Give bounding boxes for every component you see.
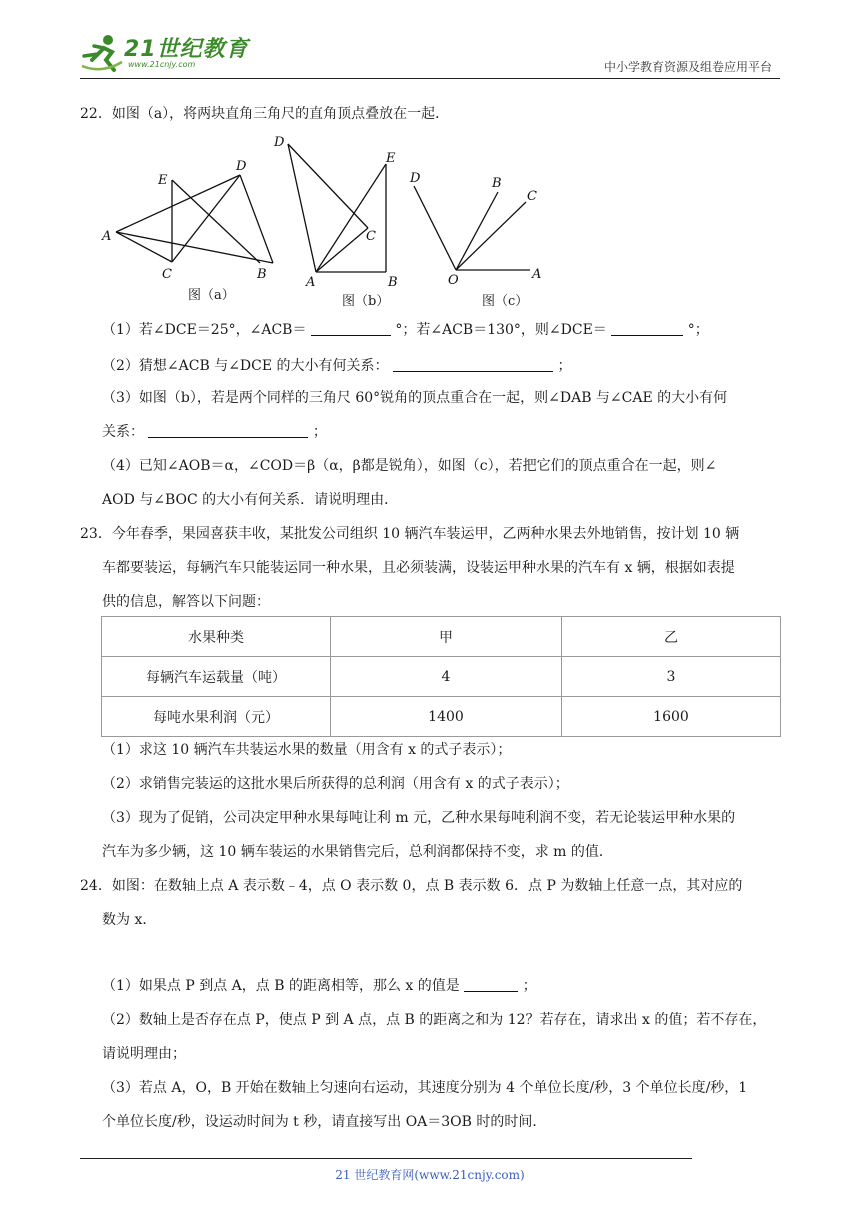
q23-part1: （1）求这 10 辆汽车共装运水果的数量（用含有 x 的式子表示）；	[102, 742, 512, 758]
q24-part1: （1）如果点 P 到点 A，点 B 的距离相等，那么 x 的值是 ；	[102, 978, 537, 994]
q24-part2-line2: 请说明理由；	[102, 1046, 186, 1062]
fig-c-label: A	[532, 267, 542, 282]
fig-c-ray-OC	[456, 202, 526, 270]
fig-b-line-AE	[316, 164, 386, 272]
q24-part2-line1: （2）数轴上是否存在点 P，使点 P 到 A 点，点 B 的距离之和为 12？若存在，请求出 x 的值；若不存在，	[102, 1012, 767, 1028]
table-row	[102, 657, 781, 697]
table-header-cell: 乙	[562, 617, 781, 657]
q24-part3-line1: （3）若点 A，O，B 开始在数轴上匀速向右运动，其速度分别为 4 个单位长度/秒，3 个单位长度/秒，1	[102, 1080, 748, 1096]
table-row	[102, 697, 781, 737]
q23-line3: 供的信息，解答以下问题：	[102, 594, 270, 610]
fig-b-line-DC	[288, 144, 368, 228]
table-header-cell: 甲	[331, 617, 562, 657]
fig-a-line-CD	[172, 175, 240, 262]
answer-blank[interactable]	[311, 321, 391, 336]
q23-part2: （2）求销售完装运的这批水果后所获得的总利润（用含有 x 的式子表示）；	[102, 776, 569, 792]
q22-part3-line2: 关系： ；	[102, 424, 327, 440]
q24-part3-line2: 个单位长度/秒，设运动时间为 t 秒，请直接写出 OA＝3OB 时的时间．	[102, 1114, 547, 1130]
fig-a-line-AB	[116, 232, 273, 263]
table-cell: 1600	[562, 697, 781, 737]
fig-a-line-AD	[116, 175, 240, 232]
table-cell: 每吨水果利润（元）	[102, 697, 331, 737]
answer-blank[interactable]	[464, 977, 518, 992]
fig-a-label: B	[257, 267, 267, 282]
footer-text[interactable]: 21 世纪教育网(www.21cnjy.com)	[335, 1168, 525, 1182]
q23-line2: 车都要装运，每辆汽车只能装运同一种水果，且必须装满，设装运甲种水果的汽车有 x 辆，根据如表提	[102, 560, 735, 576]
answer-blank[interactable]	[393, 357, 553, 372]
q24-line2: 数为 x．	[102, 912, 157, 928]
fig-a-caption: 图（a）	[188, 288, 235, 303]
fig-b-line-DA	[288, 144, 316, 272]
q22-part4-line2: AOD 与∠BOC 的大小有何关系．请说明理由．	[102, 492, 399, 508]
q22-part3-line1: （3）如图（b），若是两个同样的三角尺 60°锐角的顶点重合在一起，则∠DAB 与∠CAE 的大小有何	[102, 390, 728, 406]
table-cell: 3	[562, 657, 781, 697]
fig-b-label: A	[306, 275, 316, 290]
fig-b-label: B	[388, 275, 398, 290]
figure-c	[404, 160, 554, 290]
table-cell: 4	[331, 657, 562, 697]
q23-part3-line1: （3）现为了促销，公司决定甲种水果每吨让利 m 元，乙种水果每吨利润不变，若无论装运甲种水果的	[102, 810, 736, 826]
fig-c-ray-OD	[414, 186, 456, 270]
fig-b-label: C	[366, 229, 376, 244]
runner-logo-icon	[78, 30, 124, 76]
fig-b-label: D	[274, 135, 285, 150]
fig-b-line-AC	[316, 228, 368, 272]
fig-c-label: O	[448, 273, 459, 288]
fig-a-label: E	[158, 173, 168, 188]
q22-part2: （2）猜想∠ACB 与∠DCE 的大小有何关系： ；	[102, 358, 572, 374]
header-divider	[80, 78, 780, 79]
table-header-cell: 水果种类	[102, 617, 331, 657]
platform-name: 中小学教育资源及组卷应用平台	[603, 60, 772, 74]
figure-a	[100, 150, 280, 300]
logo-url: www.21cnjy.com	[128, 60, 196, 69]
q22-part4-line1: （4）已知∠AOB＝α，∠COD＝β（α，β都是锐角），如图（c），若把它们的顶点重合在一起，则∠	[102, 458, 717, 474]
table-cell: 1400	[331, 697, 562, 737]
table-header-row	[102, 617, 781, 657]
logo-text: 21世纪教育	[124, 37, 249, 62]
table-cell: 每辆汽车运载量（吨）	[102, 657, 331, 697]
fig-b-label: E	[386, 151, 396, 166]
q22-intro: 22．如图（a），将两块直角三角尺的直角顶点叠放在一起．	[80, 106, 450, 122]
q23-part3-line2: 汽车为多少辆，这 10 辆车装运的水果销售完后，总利润都保持不变，求 m 的值．	[102, 844, 613, 860]
fig-c-label: C	[527, 189, 537, 204]
figure-b	[268, 130, 408, 300]
q23-line1: 23．今年春季，果园喜获丰收，某批发公司组织 10 辆汽车装运甲，乙两种水果去外地销售，按计划 10 辆	[80, 526, 740, 542]
fig-a-line-CA	[116, 232, 172, 262]
fig-a-label: C	[162, 267, 172, 282]
fig-c-label: D	[410, 171, 421, 186]
q22-part1: （1）若∠DCE＝25°，∠ACB＝ °；若∠ACB＝130°，则∠DCE＝ °；	[102, 322, 709, 338]
fig-a-label: D	[236, 159, 247, 174]
q24-line1: 24．如图：在数轴上点 A 表示数﹣4，点 O 表示数 0，点 B 表示数 6．点 P 为数轴上任意一点，其对应的	[80, 878, 743, 894]
fig-c-caption: 图（c）	[482, 294, 529, 309]
fig-c-label: B	[492, 176, 502, 191]
footer-divider	[80, 1158, 692, 1159]
answer-blank[interactable]	[148, 423, 308, 438]
answer-blank[interactable]	[611, 321, 683, 336]
fruit-table	[101, 616, 781, 737]
fig-a-label: A	[102, 229, 112, 244]
fig-c-ray-OB	[456, 192, 498, 270]
fig-b-caption: 图（b）	[342, 294, 390, 309]
